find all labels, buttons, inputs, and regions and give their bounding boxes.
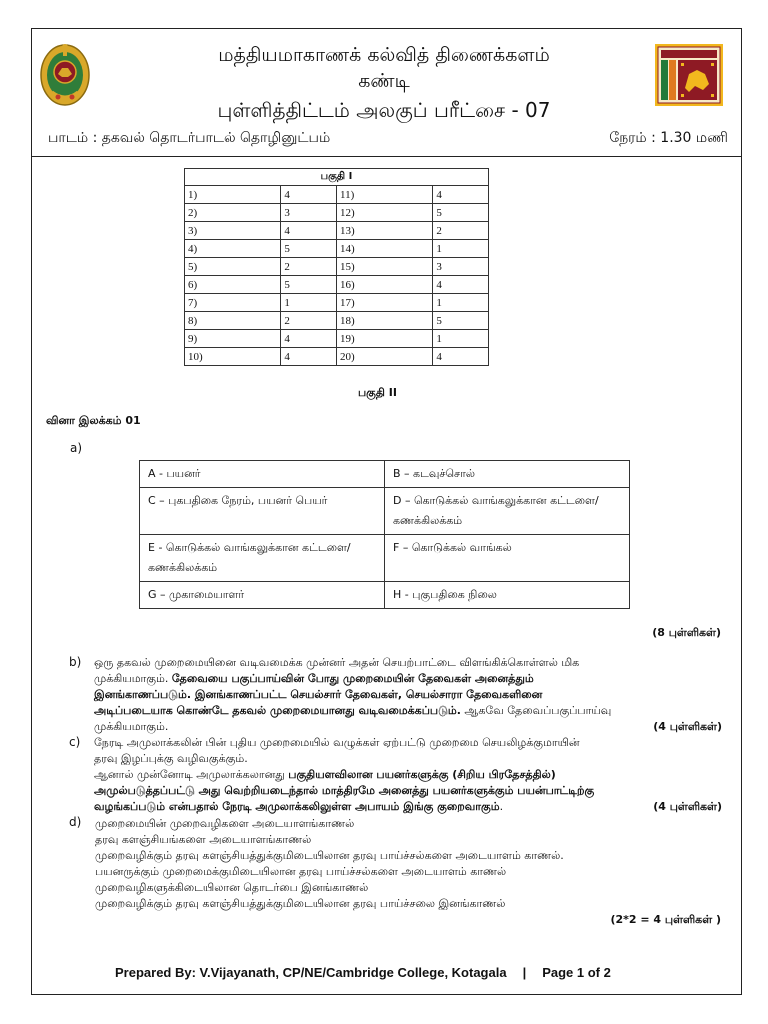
answer-cell: 3 <box>281 204 337 222</box>
answer-a-cell: F – கொடுக்கல் வாங்கல் <box>385 535 630 582</box>
answer-c-line <box>94 799 722 815</box>
answer-a-cell: D – கொடுக்கல் வாங்கலுக்கான கட்டளை/கணக்கிலக்கம் <box>385 488 630 535</box>
sri-lanka-emblem-icon <box>38 42 92 108</box>
answer-cell: 1 <box>433 330 489 348</box>
question-number-cell: 1) <box>185 186 281 204</box>
table-row <box>185 222 489 240</box>
table-row <box>185 330 489 348</box>
question-number-cell: 10) <box>185 348 281 366</box>
question-number-cell: 8) <box>185 312 281 330</box>
marks-a: (8 புள்ளிகள்) <box>652 626 721 639</box>
question-number-cell: 20) <box>336 348 432 366</box>
table-row <box>140 582 630 609</box>
question-number-cell: 2) <box>185 204 281 222</box>
sub-question-b-label: b) <box>69 655 82 669</box>
answer-c-text-bold: வழங்கப்படும் என்பதால் நேரடி அமுலாக்கலிலுள்ள அபாயம் இங்கு குறைவாகும் <box>94 800 500 813</box>
question-number-cell: 7) <box>185 294 281 312</box>
table-header-row <box>185 169 489 186</box>
answer-b-line <box>94 671 722 687</box>
answer-cell: 5 <box>281 276 337 294</box>
header-exam-title: புள்ளித்திட்டம் அலகுப் பரீட்சை - 07 <box>217 98 551 122</box>
answer-d-list <box>95 816 564 912</box>
sub-question-a-label: a) <box>70 441 83 455</box>
answer-a-cell: G – முகாமையாளர் <box>140 582 385 609</box>
question-number-cell: 14) <box>336 240 432 258</box>
question-number-cell: 3) <box>185 222 281 240</box>
answer-b <box>94 655 722 735</box>
question-number-cell: 16) <box>336 276 432 294</box>
table-row <box>185 312 489 330</box>
answer-cell: 4 <box>433 186 489 204</box>
answer-a-body <box>140 461 630 609</box>
marks-c: (4 புள்ளிகள்) <box>653 800 722 813</box>
answer-b-line: ஒரு தகவல் முறைமையினை வடிவமைக்க முன்னர் அதன் செயற்பாட்டை விளங்கிக்கொள்ளல் மிக <box>94 656 580 669</box>
header-title: மத்தியமாகாணக் கல்வித் திணைக்களம் <box>218 44 550 66</box>
table-row <box>185 348 489 366</box>
part2-heading: பகுதி II <box>358 386 397 399</box>
answer-b-text: முக்கியமாகும். <box>94 672 172 685</box>
question-number-cell: 18) <box>336 312 432 330</box>
question-number-cell: 13) <box>336 222 432 240</box>
answer-c-line: தரவு இழப்புக்கு வழிவகுக்கும். <box>94 752 248 765</box>
table-row <box>140 461 630 488</box>
answer-a-cell: E - கொடுக்கல் வாங்கலுக்கான கட்டளை/கணக்கிலக்கம் <box>140 535 385 582</box>
answer-cell: 4 <box>281 348 337 366</box>
answer-cell: 4 <box>281 222 337 240</box>
marks-d: (2*2 = 4 புள்ளிகள் ) <box>610 913 721 926</box>
sub-question-c-label: c) <box>69 735 81 749</box>
answer-a-cell: B – கடவுச்சொல் <box>385 461 630 488</box>
question-number-cell: 6) <box>185 276 281 294</box>
answer-cell: 4 <box>433 276 489 294</box>
answer-a-cell: C – புகபதிகை நேரம், பயனர் பெயர் <box>140 488 385 535</box>
answer-b-text: ஆகவே தேவைப்பகுப்பாய்வு <box>460 704 612 717</box>
answer-a-table <box>139 460 630 609</box>
answer-b-line <box>94 703 722 719</box>
header-divider <box>31 156 742 157</box>
table-row <box>185 240 489 258</box>
answer-cell: 5 <box>433 204 489 222</box>
sub-question-d-label: d) <box>69 815 82 829</box>
table-row <box>185 204 489 222</box>
part1-answer-body <box>185 186 489 366</box>
answer-a-cell: H - புகுபதிகை நிலை <box>385 582 630 609</box>
footer-separator: | <box>522 965 527 980</box>
answer-c-line <box>94 767 722 783</box>
question-number-cell: 9) <box>185 330 281 348</box>
answer-b-text: முக்கியமாகும். <box>94 720 169 733</box>
question-number-cell: 11) <box>336 186 432 204</box>
answer-cell: 1 <box>433 294 489 312</box>
answer-cell: 5 <box>281 240 337 258</box>
list-item: முறைவழிக்கும் தரவு களஞ்சியத்துக்குமிடையிலான தரவு பாய்ச்சலை இனங்காணல் <box>95 897 506 910</box>
question-number-cell: 19) <box>336 330 432 348</box>
answer-c <box>94 735 722 815</box>
answer-cell: 2 <box>281 312 337 330</box>
footer-page-number: Page 1 of 2 <box>542 965 611 980</box>
table-row <box>185 258 489 276</box>
footer-prepared-by: Prepared By: V.Vijayanath, CP/NE/Cambridge College, Kotagala <box>115 965 507 980</box>
list-item: பயனருக்கும் முறைமைக்குமிடையிலான தரவு பாய்ச்சல்களை அடையாளம் காணல் <box>95 865 507 878</box>
answer-cell: 2 <box>281 258 337 276</box>
footer <box>115 965 611 980</box>
list-item: முறைமையின் முறைவழிகளை அடையாளங்காணல் <box>95 817 355 830</box>
answer-cell: 4 <box>433 348 489 366</box>
answer-b-line <box>94 719 722 735</box>
list-item: தரவு களஞ்சியங்களை அடையாளங்காணல் <box>95 833 312 846</box>
question-number-cell: 4) <box>185 240 281 258</box>
answer-b-text-bold: தேவையை பகுப்பாய்வின் போது முறைமையின் தேவைகள் அனைத்தும் <box>171 672 534 685</box>
marks-b: (4 புள்ளிகள்) <box>653 720 722 733</box>
answer-c-text: ஆனால் முன்னோடி அமுலாக்கலானது <box>94 768 289 781</box>
answer-b-text-bold: அடிப்படையாக கொண்டே தகவல் முறைமையானது வடிவமைக்கப்படும். <box>94 704 461 717</box>
answer-a-cell: A - பயனர் <box>140 461 385 488</box>
answer-c-text-bold: பகுதியளவிலான பயனர்களுக்கு (சிறிய பிரதேசத்தில்) <box>288 768 556 781</box>
question-number-cell: 5) <box>185 258 281 276</box>
answer-cell: 4 <box>281 186 337 204</box>
answer-cell: 1 <box>433 240 489 258</box>
question-number-cell: 15) <box>336 258 432 276</box>
answer-c-line: நேரடி அமுலாக்கலின் பின் புதிய முறைமையில் வழுக்கள் ஏற்பட்டு முறைமை செயலிழக்குமாயின் <box>94 736 580 749</box>
question-number-cell: 12) <box>336 204 432 222</box>
subject-line <box>48 130 728 150</box>
question-number-cell: 17) <box>336 294 432 312</box>
answer-b-line: இனங்காணப்படும். இனங்காணப்பட்ட செயல்சார் தேவைகள், செயல்சாரா தேவைகளினை <box>94 688 543 701</box>
list-item: முறைவழிக்கும் தரவு களஞ்சியத்துக்குமிடையிலான தரவு பாய்ச்சல்களை அடையாளம் காணல். <box>95 849 564 862</box>
answer-cell: 5 <box>433 312 489 330</box>
answer-cell: 2 <box>433 222 489 240</box>
part1-answer-table <box>184 168 489 366</box>
answer-cell: 3 <box>433 258 489 276</box>
table-row <box>140 535 630 582</box>
table-row <box>185 294 489 312</box>
subject-label: பாடம் : தகவல் தொடர்பாடல் தொழினுட்பம் <box>48 130 331 146</box>
table-row <box>185 186 489 204</box>
answer-c-text: . <box>499 800 504 813</box>
question-heading: வினா இலக்கம் 01 <box>46 414 141 427</box>
answer-cell: 4 <box>281 330 337 348</box>
part1-heading: பகுதி I <box>185 169 489 186</box>
answer-c-line: அமுல்படுத்தப்பட்டு அது வெற்றியடைந்தால் மாத்திரமே அனைத்து பயனர்களுக்கும் பயன்பாட்டிற்கு <box>94 784 595 797</box>
table-row <box>140 488 630 535</box>
answer-cell: 1 <box>281 294 337 312</box>
list-item: முறைவழிகளுக்கிடையிலான தொடர்பை இனங்காணல் <box>95 881 369 894</box>
time-label: நேரம் : 1.30 மணி <box>609 130 728 146</box>
table-row <box>185 276 489 294</box>
header-city: கண்டி <box>358 70 410 92</box>
